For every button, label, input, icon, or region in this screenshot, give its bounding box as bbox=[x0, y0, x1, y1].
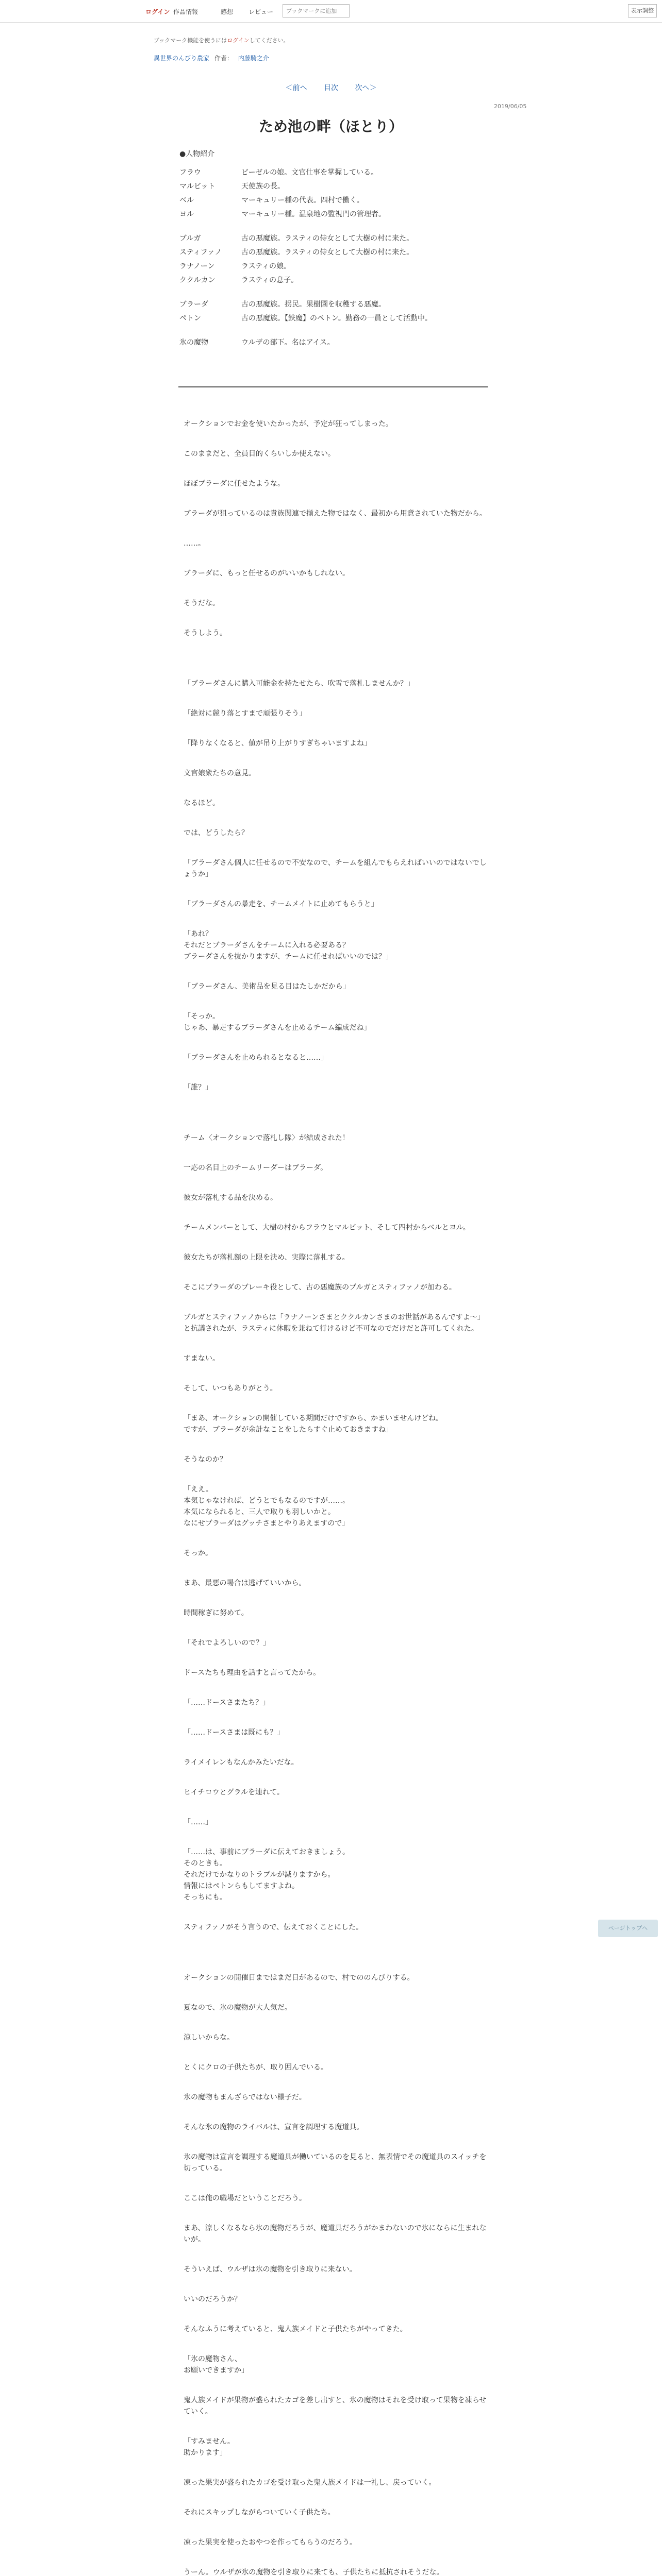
body-paragraph: 「ブラーダさんを止められるとなると……」 bbox=[184, 1054, 328, 1062]
body-paragraph: そうしよう。 bbox=[184, 629, 227, 637]
body-paragraph: チーム〈オークションで落札し隊〉が結成された！ bbox=[184, 1134, 350, 1142]
body-paragraph: そんなふうに考えていると、鬼人族メイドと子供たちがやってきた。 bbox=[184, 2325, 407, 2333]
body-paragraph: 「それでよろしいので？」 bbox=[184, 1639, 270, 1647]
character-name: スティファノ bbox=[179, 248, 222, 257]
character-description: マーキュリー種の代表。四村で働く。 bbox=[241, 196, 364, 205]
body-paragraph: そういえば、ウルザは氷の魔物を引き取りに来ない。 bbox=[184, 2265, 357, 2274]
character-description: 古の悪魔族。ラスティの侍女として大樹の村に来た。 bbox=[241, 234, 414, 243]
body-paragraph: ブルガとスティファノからは「ラナノーンさまとククルカンさまのお世話があるんですよ～」と抗議されたが、ラスティに休暇を兼ねて行けるけど不可なのでだけだと許可してくれた。 bbox=[184, 1313, 485, 1333]
breadcrumb-series[interactable]: 異世界のんびり農家 bbox=[154, 55, 210, 62]
chapter-pager bbox=[0, 82, 662, 93]
body-paragraph: すまない。 bbox=[184, 1354, 220, 1363]
body-paragraph: チームメンバーとして、大樹の村からフラウとマルビット、そして四村からベルとヨル。 bbox=[184, 1224, 470, 1232]
character-description: 天使族の長。 bbox=[241, 182, 285, 191]
body-paragraph: 凍った果実が盛られたカゴを受け取った鬼人族メイドは一礼し、戻っていく。 bbox=[184, 2479, 436, 2487]
body-paragraph: まあ、涼しくなるなら氷の魔物だろうが、魔道具だろうがかまわないので氷にならに生まれないが。 bbox=[184, 2224, 487, 2244]
body-paragraph: そして、いつもありがとう。 bbox=[184, 1384, 277, 1393]
body-paragraph: 「そっか。 じゃあ、暴走するブラーダさんを止めるチーム編成だね」 bbox=[184, 1012, 371, 1032]
nav-info[interactable]: 作品情報 bbox=[173, 8, 198, 15]
breadcrumb-author-label: 作者： bbox=[214, 55, 233, 62]
body-paragraph: 「あれ？ それだとブラーダさんをチームに入れる必要ある？ ブラーダさんを抜かりますが、チームに任せればいいのでは？」 bbox=[184, 930, 393, 961]
body-paragraph: 「まあ、オークションの開催している期間だけですから、かまいませんけどね。 ですが、ブラーダが余計なことをしたらすぐ止めておきますね」 bbox=[184, 1414, 443, 1434]
body-paragraph: ブラーダに、もっと任せるのがいいかもしれない。 bbox=[184, 569, 350, 578]
body-paragraph: では、どうしたら？ bbox=[184, 829, 249, 837]
character-group-gap bbox=[179, 222, 432, 232]
toc-link[interactable]: 目次 bbox=[324, 84, 338, 92]
prev-chapter-link[interactable]: ＜前へ bbox=[285, 84, 307, 92]
character-description: マーキュリー種。温泉地の監視門の管理者。 bbox=[241, 210, 386, 218]
page-top-button[interactable]: ページトップへ bbox=[598, 1920, 658, 1937]
body-paragraph: 文官娘衆たちの意見。 bbox=[184, 769, 256, 777]
body-paragraph: ほぼブラーダに任せたような。 bbox=[184, 480, 285, 488]
login-link[interactable]: ログイン bbox=[145, 8, 170, 15]
publish-date: 2019/06/05 bbox=[494, 103, 527, 110]
body-paragraph: 「降りなくなると、値が吊り上がりすぎちゃいますよね」 bbox=[184, 739, 371, 748]
character-row bbox=[179, 274, 432, 287]
body-paragraph: 「ええ。 本気じゃなければ、どうとでもなるのですが……。 本気になられると、三人で取りも羽しいかと。 なにせブラーダはグッチさまとやりあえますので」 bbox=[184, 1485, 350, 1528]
character-row bbox=[179, 166, 432, 180]
body-paragraph: スティファノがそう言うので、伝えておくことにした。 bbox=[184, 1923, 363, 1931]
scene-break bbox=[184, 1112, 488, 1132]
nav-impressions[interactable]: 感想 bbox=[221, 8, 234, 15]
body-paragraph: ブラーダが狙っているのは貴族関連で揃えた物ではなく、最初から用意されていた物だから。 bbox=[184, 510, 487, 518]
character-name: ブルガ bbox=[179, 234, 201, 243]
breadcrumb bbox=[154, 54, 272, 62]
body-paragraph: このままだと、全員目的くらいしか使えない。 bbox=[184, 450, 335, 458]
character-name: 氷の魔物 bbox=[179, 338, 208, 347]
character-name: ベル bbox=[179, 196, 194, 205]
body-paragraph: ライメイレンもなんかみたいだな。 bbox=[184, 1758, 299, 1767]
character-group-gap bbox=[179, 287, 432, 298]
character-name: ブラーダ bbox=[179, 300, 208, 309]
character-row bbox=[179, 298, 432, 312]
breadcrumb-author[interactable]: 内藤騎之介 bbox=[238, 55, 269, 62]
body-paragraph: 「ブラーダさんの暴走を、チームメイトに止めてもらうと」 bbox=[184, 900, 378, 908]
top-header-bar bbox=[0, 0, 662, 23]
character-name: マルビット bbox=[179, 182, 216, 191]
body-paragraph: そっか。 bbox=[184, 1549, 212, 1557]
character-name: ククルカン bbox=[179, 276, 216, 284]
character-list bbox=[179, 148, 432, 350]
body-paragraph: 「……は、事前にブラーダに伝えておきましょう。 そのときも。 それだけでかなりのトラブルが減りますから。 情報にはペトンらもしてますよね。 そっちにも。 bbox=[184, 1848, 350, 1902]
body-paragraph: 時間稼ぎに努めて。 bbox=[184, 1609, 249, 1617]
character-row bbox=[179, 232, 432, 246]
character-name: フラウ bbox=[179, 168, 201, 177]
body-paragraph: 彼女たちが落札額の上限を決め、実際に落札する。 bbox=[184, 1253, 350, 1262]
body-paragraph: それにスキップしながらついていく子供たち。 bbox=[184, 2509, 335, 2517]
body-paragraph: そうだな。 bbox=[184, 599, 220, 607]
body-paragraph: 一応の名目上のチームリーダーはブラーダ。 bbox=[184, 1164, 328, 1172]
body-paragraph: そうなのか？ bbox=[184, 1455, 227, 1464]
character-description: ウルザの部下。名はアイス。 bbox=[241, 338, 335, 347]
body-paragraph: 氷の魔物もまんざらではない様子だ。 bbox=[184, 2093, 306, 2102]
body-paragraph: とくにクロの子供たちが、取り囲んでいる。 bbox=[184, 2063, 328, 2072]
body-paragraph: ドースたちも理由を話すと言ってたから。 bbox=[184, 1669, 321, 1677]
character-row bbox=[179, 194, 432, 208]
body-paragraph: ……。 bbox=[184, 539, 205, 548]
body-paragraph: 「すみません。 助かります」 bbox=[184, 2437, 235, 2457]
character-description: 古の悪魔族。【鉄魔】のペトン。勤務の一員として活動中。 bbox=[241, 314, 432, 323]
body-paragraph: 氷の魔物は宣言を調理する魔道具が働いているのを見ると、無表情でその魔道具のスイッチを切っている。 bbox=[184, 2153, 487, 2173]
scene-break bbox=[184, 657, 488, 678]
character-name: ラナノーン bbox=[179, 262, 215, 270]
body-paragraph: 「……ドースさまは既にも？」 bbox=[184, 1728, 285, 1737]
body-paragraph: 凍った果実を使ったおやつを作ってもらうのだろう。 bbox=[184, 2538, 357, 2547]
character-row bbox=[179, 208, 432, 222]
body-paragraph: まあ、最悪の場合は逃げていいから。 bbox=[184, 1579, 306, 1587]
nav-review[interactable]: レビュー bbox=[249, 8, 274, 15]
body-paragraph: そんな氷の魔物のライバルは、宣言を調理する魔道具。 bbox=[184, 2123, 364, 2131]
bookmark-field[interactable] bbox=[283, 4, 350, 18]
character-name: ヨル bbox=[179, 210, 194, 218]
body-paragraph: 「ブラーダさん個人に任せるので不安なので、チームを組んでもらえればいいのではないでしょうか」 bbox=[184, 859, 487, 878]
bookmark-notice: ブックマーク機能を使うにはログインしてください。 bbox=[154, 37, 289, 44]
character-list-heading: ●人物紹介 bbox=[179, 150, 215, 158]
character-row bbox=[179, 312, 432, 326]
body-paragraph: 「絶対に競り落とすまで頑張りそう」 bbox=[184, 709, 306, 718]
notice-login-link[interactable]: ログイン bbox=[227, 37, 250, 44]
character-description: ラスティの息子。 bbox=[241, 276, 299, 284]
character-description: ビーゼルの娘。文官仕事を掌握している。 bbox=[241, 168, 378, 177]
character-group-gap bbox=[179, 326, 432, 336]
character-description: 古の悪魔族。ラスティの侍女として大樹の村に来た。 bbox=[241, 248, 414, 257]
character-row bbox=[179, 246, 432, 260]
chapter-title: ため池の畔（ほとり） bbox=[258, 118, 403, 135]
character-description: ラスティの娘。 bbox=[241, 262, 291, 270]
body-paragraph: オークションでお金を使いたかったが、予定が狂ってしまった。 bbox=[184, 420, 393, 428]
body-paragraph: いいのだろうか？ bbox=[184, 2295, 241, 2303]
character-name: ペトン bbox=[179, 314, 201, 323]
character-row bbox=[179, 180, 432, 194]
character-description: 古の悪魔族。拐民。果樹園を収穫する悪魔。 bbox=[241, 300, 386, 309]
body-paragraph: ここは俺の職場だということだろう。 bbox=[184, 2194, 306, 2202]
body-paragraph: 「……ドースさまたち？」 bbox=[184, 1699, 270, 1707]
body-paragraph: 「誰？」 bbox=[184, 1083, 212, 1092]
body-paragraph: そこにブラーダのブレーキ役として、古の悪魔族のブルガとスティファノが加わる。 bbox=[184, 1283, 456, 1292]
section-divider bbox=[178, 386, 488, 387]
body-paragraph: 「ブラーダさん、美術品を見る目はたしかだから」 bbox=[184, 982, 350, 991]
body-paragraph: 「氷の魔物さん、 お願いできますか」 bbox=[184, 2355, 249, 2375]
body-paragraph: 鬼人族メイドが果物が盛られたカゴを差し出すと、氷の魔物はそれを受け取って果物を凍らせていく。 bbox=[184, 2396, 487, 2416]
chapter-body bbox=[184, 418, 488, 2576]
body-paragraph: 涼しいからな。 bbox=[184, 2033, 234, 2042]
body-paragraph: 「ブラーダさんに購入可能金を持たせたら、吹雪で落札しませんか？」 bbox=[184, 680, 415, 688]
body-paragraph: 「……」 bbox=[184, 1818, 212, 1826]
body-paragraph: 夏なので、氷の魔物が大人気だ。 bbox=[184, 2004, 292, 2012]
character-row bbox=[179, 260, 432, 274]
body-paragraph: 彼女が落札する品を決める。 bbox=[184, 1194, 277, 1202]
body-paragraph: うーん。ウルザが氷の魔物を引き取りに来ても、子供たちに抵抗されそうだな。 bbox=[184, 2568, 444, 2576]
scene-break bbox=[184, 1952, 488, 1972]
body-paragraph: なるほど。 bbox=[184, 799, 220, 807]
body-paragraph: ヒイチロウとグラルを連れて。 bbox=[184, 1788, 284, 1797]
body-paragraph: オークションの開催日まではまだ日があるので、村でののんびりする。 bbox=[184, 1974, 415, 1982]
character-row bbox=[179, 336, 432, 350]
display-settings-button[interactable]: 表示調整 bbox=[628, 4, 657, 18]
next-chapter-link[interactable]: 次へ＞ bbox=[355, 84, 377, 92]
